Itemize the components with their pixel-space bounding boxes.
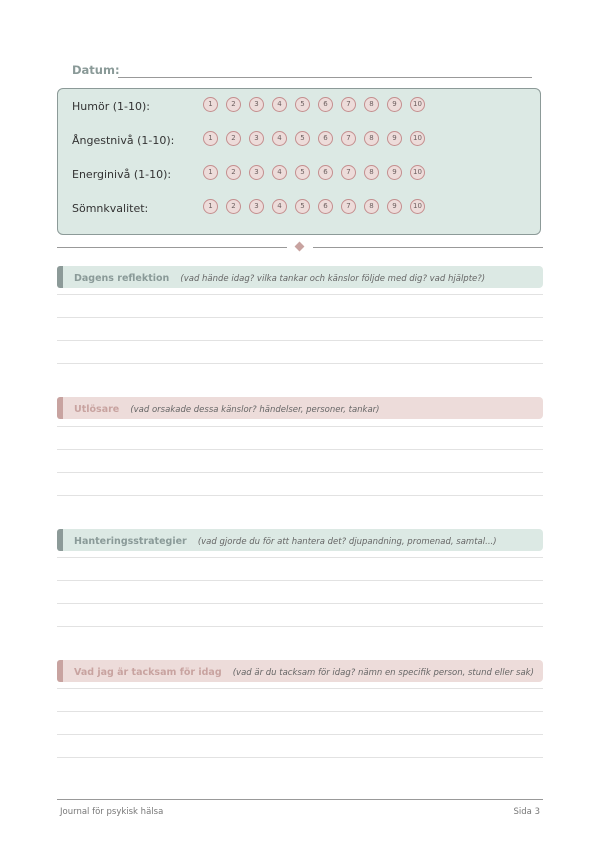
writing-line[interactable] — [57, 626, 543, 627]
rating-circle[interactable]: 8 — [364, 97, 379, 112]
section-header-gratitude — [57, 660, 543, 682]
rating-circle[interactable]: 10 — [410, 165, 425, 180]
writing-line[interactable] — [57, 363, 543, 364]
section-header-reflection — [57, 266, 543, 288]
date-input-line[interactable] — [118, 77, 532, 78]
writing-line[interactable] — [57, 580, 543, 581]
rating-circle[interactable]: 6 — [318, 97, 333, 112]
writing-line[interactable] — [57, 317, 543, 318]
writing-line[interactable] — [57, 426, 543, 427]
rating-row-mood — [72, 97, 532, 117]
page-number: Sida 3 — [513, 807, 540, 817]
rating-circle[interactable]: 2 — [226, 131, 241, 146]
rating-circle[interactable]: 4 — [272, 131, 287, 146]
rating-circle[interactable]: 3 — [249, 131, 264, 146]
section-divider — [57, 247, 543, 248]
rating-circle[interactable]: 10 — [410, 131, 425, 146]
rating-circle[interactable]: 5 — [295, 165, 310, 180]
rating-row-anxiety — [72, 131, 532, 151]
rating-circle[interactable]: 1 — [203, 199, 218, 214]
section-header-coping — [57, 529, 543, 551]
writing-line[interactable] — [57, 294, 543, 295]
section-accent-bar — [57, 529, 63, 551]
writing-line[interactable] — [57, 734, 543, 735]
writing-line[interactable] — [57, 495, 543, 496]
rating-circle[interactable]: 8 — [364, 131, 379, 146]
writing-line[interactable] — [57, 757, 543, 758]
divider-line-right — [313, 247, 543, 248]
rating-row-energy — [72, 165, 532, 185]
divider-line-left — [57, 247, 287, 248]
rating-circle[interactable]: 9 — [387, 97, 402, 112]
rating-circle[interactable]: 5 — [295, 131, 310, 146]
rating-circle[interactable]: 2 — [226, 97, 241, 112]
section-hint: (vad orsakade dessa känslor? händelser, personer, tankar) — [130, 405, 380, 415]
rating-label-anxiety: Ångestnivå (1-10): — [72, 134, 175, 147]
rating-circle[interactable]: 9 — [387, 199, 402, 214]
writing-line[interactable] — [57, 688, 543, 689]
rating-circle[interactable]: 6 — [318, 165, 333, 180]
section-accent-bar — [57, 266, 63, 288]
rating-circle[interactable]: 7 — [341, 97, 356, 112]
rating-circle[interactable]: 4 — [272, 165, 287, 180]
diamond-icon — [295, 242, 305, 252]
rating-circle[interactable]: 3 — [249, 97, 264, 112]
writing-line[interactable] — [57, 449, 543, 450]
section-hint: (vad hände idag? vilka tankar och känslor följde med dig? vad hjälpte?) — [180, 274, 486, 284]
rating-circle[interactable]: 6 — [318, 199, 333, 214]
footer-title: Journal för psykisk hälsa — [60, 807, 164, 817]
rating-circle[interactable]: 3 — [249, 199, 264, 214]
rating-circle[interactable]: 5 — [295, 97, 310, 112]
footer-divider — [57, 799, 543, 800]
rating-circle[interactable]: 7 — [341, 165, 356, 180]
rating-circle[interactable]: 8 — [364, 165, 379, 180]
section-hint: (vad är du tacksam för idag? nämn en specifik person, stund eller sak) — [232, 668, 534, 678]
section-title: Dagens reflektion — [74, 273, 170, 284]
section-accent-bar — [57, 660, 63, 682]
writing-line[interactable] — [57, 603, 543, 604]
rating-label-sleep: Sömnkvalitet: — [72, 202, 149, 215]
rating-circle[interactable]: 9 — [387, 165, 402, 180]
rating-circle[interactable]: 10 — [410, 199, 425, 214]
writing-line[interactable] — [57, 472, 543, 473]
writing-line[interactable] — [57, 711, 543, 712]
rating-circle[interactable]: 7 — [341, 199, 356, 214]
rating-circle[interactable]: 9 — [387, 131, 402, 146]
rating-circle[interactable]: 2 — [226, 199, 241, 214]
date-row — [72, 62, 532, 80]
rating-label-mood: Humör (1-10): — [72, 100, 150, 113]
section-header-triggers — [57, 397, 543, 419]
rating-circle[interactable]: 8 — [364, 199, 379, 214]
rating-circle[interactable]: 3 — [249, 165, 264, 180]
rating-circle[interactable]: 7 — [341, 131, 356, 146]
writing-line[interactable] — [57, 340, 543, 341]
section-title: Vad jag är tacksam för idag — [74, 667, 222, 678]
rating-circle[interactable]: 1 — [203, 97, 218, 112]
rating-circle[interactable]: 1 — [203, 131, 218, 146]
writing-line[interactable] — [57, 557, 543, 558]
section-accent-bar — [57, 397, 63, 419]
rating-circle[interactable]: 1 — [203, 165, 218, 180]
section-hint: (vad gjorde du för att hantera det? djupandning, promenad, samtal...) — [197, 537, 497, 547]
rating-circle[interactable]: 2 — [226, 165, 241, 180]
section-title: Hanteringsstrategier — [74, 536, 187, 547]
rating-circle[interactable]: 5 — [295, 199, 310, 214]
section-title: Utlösare — [74, 404, 120, 415]
rating-circle[interactable]: 4 — [272, 97, 287, 112]
rating-circle[interactable]: 10 — [410, 97, 425, 112]
rating-circle[interactable]: 4 — [272, 199, 287, 214]
rating-circle[interactable]: 6 — [318, 131, 333, 146]
rating-row-sleep — [72, 199, 532, 219]
rating-label-energy: Energinivå (1-10): — [72, 168, 172, 181]
rating-panel — [57, 88, 541, 235]
date-label: Datum: — [72, 63, 120, 77]
